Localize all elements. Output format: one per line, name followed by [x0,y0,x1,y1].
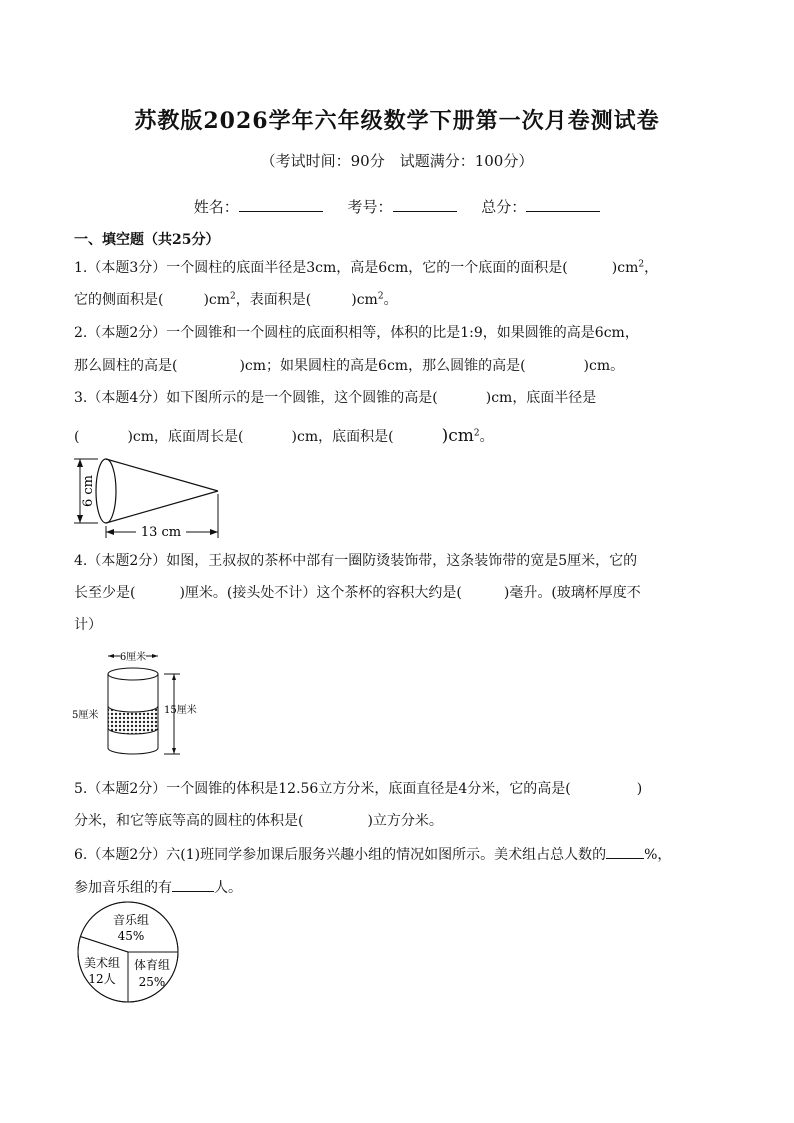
cone-arrow-up [77,459,83,467]
q5-text-d: )立方分米。 [367,813,443,829]
question-3-line-2 [74,426,734,446]
cone-arrow-down [77,515,83,523]
pie-label-art: 美术组 [83,956,121,970]
exam-subtitle: （考试时间：90分 试题满分：100分） [260,152,534,170]
q1-text-g: )cm [351,292,378,308]
question-6-line-2 [74,877,734,897]
q3-text-g: 。 [479,429,494,445]
q6-answer-2[interactable] [172,877,214,892]
q6-text-c: 参加音乐组的有 [74,880,172,896]
cup-dia-arrow-right [152,654,158,658]
name-blank[interactable] [239,197,323,212]
exam-no-blank[interactable] [393,197,457,212]
question-6-line-1 [74,844,734,864]
total-field [481,198,600,216]
pie-chart [72,900,184,1010]
section-heading: 一、填空题（共25分） [74,232,220,248]
q5-text-a: 5.（本题2分）一个圆锥的体积是12.56立方分米，底面直径是4分米，它的高是( [74,781,571,797]
cup-h-arrow-down [172,748,176,754]
question-4-line-1: 4.（本题2分）如图，王叔叔的茶杯中部有一圈防烫装饰带，这条装饰带的宽是5厘米，它的 [74,553,638,569]
cup-decorative-band [108,706,158,734]
q3-text-c: ( [74,429,80,445]
exam-no-label: 考号： [347,198,393,216]
q1-text-e: )cm [203,292,231,308]
cup-top-rim [108,668,158,680]
q3-text-d: )cm，底面周长是( [127,429,244,445]
q6-text-b: %， [644,847,672,863]
question-1-line-1 [74,257,734,277]
q4-text-a: 长至少是( [74,585,136,601]
q3-text-f: )cm [441,426,474,446]
q2-text-b: )cm；如果圆柱的高是6cm，那么圆锥的高是( [239,358,526,374]
q1-text-b: )cm [611,260,639,276]
cup-height-label: 15厘米 [164,705,197,716]
cone-length-label: 13 cm [140,525,182,540]
question-3-line-1 [74,387,734,407]
name-field [194,198,328,216]
q6-text-a: 6.（本题2分）六(1)班同学参加课后服务兴趣小组的情况如图所示。美术组占总人数的 [74,847,607,863]
q1-sup-3: 2 [377,291,384,302]
question-2-line-1: 2.（本题2分）一个圆锥和一个圆柱的底面积相等，体积的比是1:9，如果圆锥的高是6cm， [74,325,639,341]
question-4-line-3: 计） [74,617,102,633]
cup-figure [70,644,220,762]
cup-bottom [108,748,158,754]
q1-sup-2: 2 [230,291,236,302]
q1-text-h: 。 [383,292,398,308]
q2-text-a: 那么圆柱的高是( [74,358,178,374]
question-4-line-2 [74,582,734,602]
question-5-line-2 [74,810,734,830]
total-label: 总分： [481,198,527,216]
q3-sup: 2 [473,428,480,439]
q2-text-c: )cm。 [583,358,625,374]
cup-h-arrow-up [172,674,176,680]
cup-dia-arrow-left [108,654,114,658]
cone-edge-top [106,459,218,491]
q1-text-a: 1.（本题3分）一个圆柱的底面半径是3cm，高是6cm，它的一个底面的面积是( [74,260,568,276]
question-5-line-1 [74,778,734,798]
q1-text-f: ，表面积是( [235,292,312,308]
cup-band-label: 5厘米 [72,710,99,721]
q3-text-a: 3.（本题4分）如下图所示的是一个圆锥，这个圆锥的高是( [74,390,438,406]
q1-text-d: 它的侧面积是( [74,292,164,308]
q5-text-b: ) [636,781,643,797]
q4-text-c: )毫升。(玻璃杯厚度不 [503,585,641,601]
q3-text-e: )cm，底面积是( [291,429,394,445]
pie-label-sport: 体育组 [133,958,171,972]
cone-edge-bottom [106,491,218,523]
q1-sup-1: 2 [638,259,645,270]
q6-answer-1[interactable] [606,844,644,859]
q6-text-d: 人。 [214,880,242,896]
cone-diameter-label: 6 cm [81,474,96,508]
cone-len-arrow-left [106,529,114,535]
q5-text-c: 分米，和它等底等高的圆柱的体积是( [74,813,304,829]
student-info [0,196,794,217]
cone-figure [70,452,230,544]
pie-value-art: 12人 [88,972,116,986]
page-title: 苏教版2026学年六年级数学下册第一次月卷测试卷 [134,108,660,134]
exam-no-field [347,198,461,216]
total-blank[interactable] [526,197,600,212]
question-1-line-2 [74,289,734,309]
cone-base [96,459,116,523]
q4-text-b: )厘米。(接头处不计）这个茶杯的容积大约是( [179,585,462,601]
pie-label-music: 音乐组 [112,913,150,927]
pie-value-music: 45% [117,929,145,943]
pie-value-sport: 25% [138,975,166,989]
question-2-line-2 [74,355,734,375]
q3-text-b: )cm，底面半径是 [485,390,597,406]
name-label: 姓名： [193,198,239,216]
cone-len-arrow-right [210,529,218,535]
q1-text-c: ， [644,260,659,276]
cup-diameter-label: 6厘米 [119,652,147,663]
